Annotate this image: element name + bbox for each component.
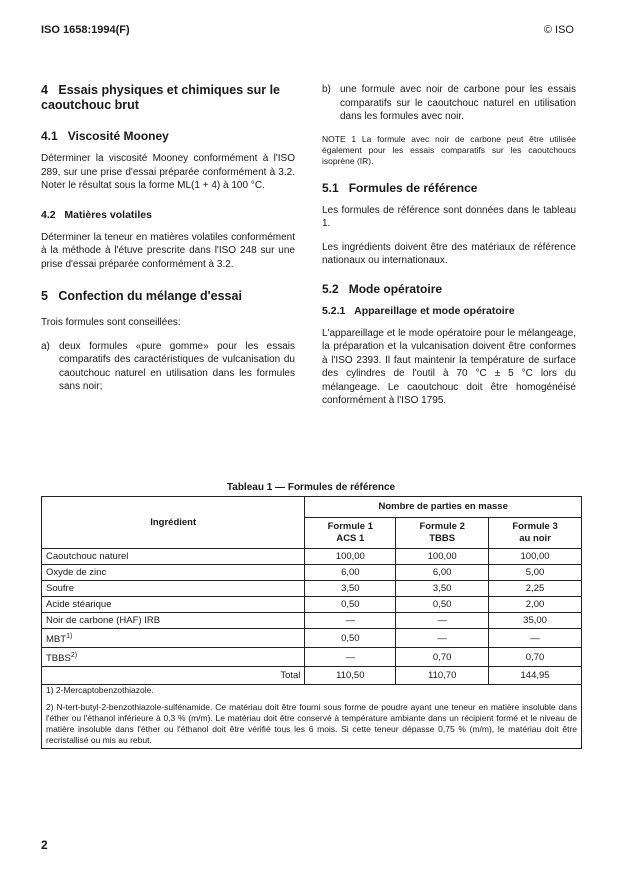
section-title: Matières volatiles: [64, 208, 152, 221]
list-item: [41, 340, 295, 394]
note-1: NOTE 1 La formule avec noir de carbone peut être utilisée également pour les essais comparatifs sur les caoutchoucs isoprène (IR).: [322, 133, 576, 166]
total-value: 144,95: [489, 667, 582, 685]
formula-name: Formule 3: [512, 521, 558, 532]
value-cell: 100,00: [305, 549, 396, 565]
value-cell: 2,25: [489, 581, 582, 597]
list-label: b): [322, 84, 331, 95]
section-5-2-1-text: L'appareillage et le mode opératoire pour le mélangeage, la préparation et la vulcanisation doivent être conformes à l'ISO 2393. Il faut maintenir la température de surface des cylindres de l'outil à 70 °C ± 5 °C lors du mélangeage. Le caoutchouc doit être homogénéisé conformément à l'ISO 1795.: [322, 327, 576, 406]
value-cell: 6,00: [305, 565, 396, 581]
footnote-ref: 2): [70, 652, 78, 660]
section-title: Appareillage et mode opératoire: [354, 304, 515, 317]
ingredient-header: Ingrédient: [42, 497, 305, 549]
value-cell: 3,50: [396, 581, 489, 597]
section-number: 5: [41, 289, 48, 303]
ingredient-cell: [42, 613, 305, 629]
standard-id: ISO 1658:1994(F): [41, 24, 130, 36]
ingredient-name: Acide stéarique: [46, 599, 112, 610]
table-row: [42, 648, 582, 667]
section-title: Viscosité Mooney: [67, 129, 169, 143]
section-4-heading: [41, 83, 295, 113]
section-5-1-heading: [322, 181, 576, 195]
ingredient-name: Caoutchouc naturel: [46, 551, 129, 562]
page-number: 2: [41, 838, 48, 852]
ingredient-cell: [42, 629, 305, 648]
section-5-intro: Trois formules sont conseillées:: [41, 317, 181, 328]
section-number: 5.2.1: [322, 304, 346, 317]
list-text: deux formules «pure gomme» pour les essais comparatifs des caractéristiques de vulcanisation du caoutchouc naturel en utilisation dans les formules sans noir;: [59, 340, 295, 392]
formula-name: Formule 1: [327, 521, 374, 532]
section-title: Mode opératoire: [348, 281, 443, 296]
table-footnotes-row: [42, 685, 582, 749]
ingredient-name: MBT: [46, 634, 67, 646]
section-5-heading: [41, 289, 295, 304]
value-cell: 100,00: [489, 549, 582, 565]
footnote: 2) N-tert-butyl-2-benzothiazole-sulfénamide. Ce matériau doit être fourni sous forme de poudre ayant une teneur en matière insoluble dans l'éther ou l'éthanol inférieure à 0,3 % (m/m). Le matériau doit être conservé à température ambiante dans un récipient formé et le niveau de matière insoluble dans l'éther ou l'éthanol doit être vérifié tous les 6 mois. Si cette teneur dépasse 0,75 % (m/m), le matériau doit être recristallisé ou mis au rebut.: [46, 702, 577, 746]
total-value: 110,50: [305, 667, 396, 685]
value-cell: 5,00: [489, 565, 582, 581]
section-number: 5.2: [322, 281, 339, 296]
formula-header: [396, 518, 489, 549]
table-row: [42, 597, 582, 613]
table-total-row: [42, 667, 582, 685]
formula-sub: ACS 1: [336, 533, 365, 544]
formula-header: [305, 518, 396, 549]
section-4-2-text: Déterminer la teneur en matières volatiles conformément à la méthode à l'étuve prescrite dans l'ISO 248 sur une prise d'essai préparée conformément à 3.2.: [41, 231, 295, 270]
footnote-ref: 1): [66, 633, 73, 640]
section-title: Essais physiques et chimiques sur le caoutchouc brut: [41, 83, 280, 112]
table-row: [42, 629, 582, 648]
value-cell: 0,50: [305, 597, 396, 613]
ingredient-name: Oxyde de zinc: [46, 567, 107, 578]
ingredient-cell: [42, 581, 305, 597]
group-header: Nombre de parties en masse: [305, 497, 582, 518]
table-caption: Tableau 1 — Formules de référence: [226, 482, 396, 493]
section-5-1-text-1: Les formules de référence sont données dans le tableau 1.: [322, 204, 576, 229]
section-title: Formules de référence: [348, 180, 478, 195]
table-header-row: [42, 497, 582, 518]
ingredient-cell: [42, 597, 305, 613]
left-column: [41, 83, 295, 404]
ingredient-cell: [42, 565, 305, 581]
section-number: 4.2: [41, 208, 56, 221]
section-4-1-heading: [41, 129, 295, 143]
value-cell: 35,00: [489, 613, 582, 629]
formula-sub: au noir: [519, 533, 551, 544]
table-row: [42, 565, 582, 581]
ingredient-name: Noir de carbone (HAF) IRB: [46, 615, 161, 626]
value-cell: 6,00: [396, 565, 489, 581]
ingredient-name: TBBS: [46, 653, 71, 665]
value-cell: —: [489, 629, 582, 648]
value-cell: 0,70: [396, 648, 489, 667]
right-column: [322, 83, 576, 418]
value-cell: 2,00: [489, 597, 582, 613]
value-cell: —: [396, 613, 489, 629]
ingredient-cell: [42, 648, 305, 667]
table-row: [42, 549, 582, 565]
copyright: © ISO: [543, 24, 574, 36]
list-text: une formule avec noir de carbone pour les essais comparatifs sur le caoutchouc naturel en utilisation dans les formules avec noir.: [340, 84, 576, 122]
section-number: 5.1: [322, 180, 339, 195]
section-5-2-heading: [322, 282, 576, 296]
section-5-2-1-heading: [322, 305, 576, 318]
value-cell: —: [305, 613, 396, 629]
value-cell: —: [396, 629, 489, 648]
footnote: 1) 2-Mercaptobenzothiazole.: [46, 685, 154, 696]
section-4-2-heading: [41, 209, 295, 222]
formula-sub: TBBS: [429, 533, 456, 544]
list-label: a): [41, 340, 50, 352]
value-cell: 3,50: [305, 581, 396, 597]
section-4-1-text: Déterminer la viscosité Mooney conformément à l'ISO 289, sur une prise d'essai préparée conformément à 3.2. Noter le résultat sous la forme ML(1 + 4) à 100 °C.: [41, 153, 295, 191]
reference-formulas-table: [41, 496, 582, 749]
section-number: 4.1: [41, 129, 58, 143]
table-footnotes: [42, 685, 582, 749]
section-title: Confection du mélange d'essai: [58, 289, 242, 303]
table-row: [42, 613, 582, 629]
formula-name: Formule 2: [419, 521, 465, 532]
value-cell: 0,50: [305, 629, 396, 648]
ingredient-cell: [42, 549, 305, 565]
ingredient-name: Soufre: [46, 583, 74, 594]
section-number: 4: [41, 83, 48, 97]
total-value: 110,70: [396, 667, 489, 685]
total-label: Total: [42, 667, 305, 685]
table-row: [42, 581, 582, 597]
value-cell: 0,50: [396, 597, 489, 613]
value-cell: 0,70: [489, 648, 582, 667]
formula-header: [489, 518, 582, 549]
value-cell: 100,00: [396, 549, 489, 565]
section-5-1-text-2: Les ingrédients doivent être des matériaux de référence nationaux ou internationaux.: [322, 241, 576, 266]
value-cell: —: [305, 648, 396, 667]
table-body: [42, 549, 582, 667]
list-item: [322, 83, 576, 124]
